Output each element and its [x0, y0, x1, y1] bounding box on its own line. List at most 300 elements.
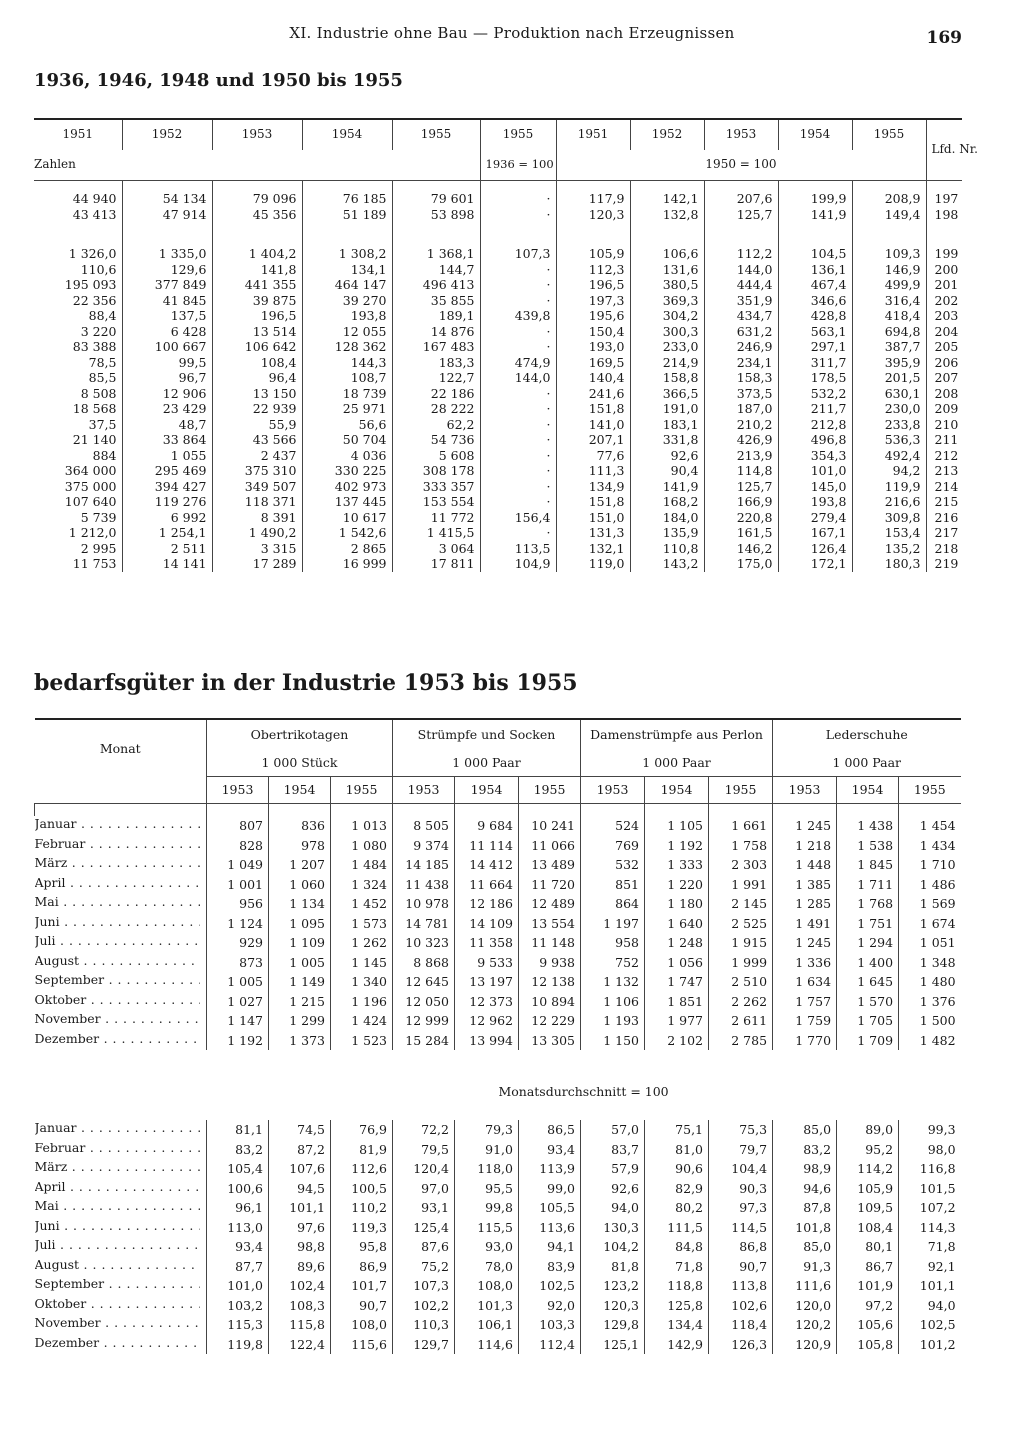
table-cell: 72,2 [393, 1120, 455, 1140]
lfd-nr-cell: 208 [926, 386, 962, 402]
table-cell: 1 324 [331, 875, 393, 895]
row-gap [35, 804, 961, 817]
table-cell: 135,9 [630, 525, 704, 541]
table-cell: 1 192 [207, 1031, 269, 1051]
table-cell: · [480, 479, 556, 495]
table-cell: 113,0 [207, 1218, 269, 1238]
table-cell: 18 568 [72, 401, 117, 416]
table-cell: · [480, 494, 556, 510]
table-cell: · [480, 386, 556, 402]
month-name: März . . . [35, 1159, 200, 1175]
table-cell: 82,9 [645, 1179, 709, 1199]
table-row [34, 262, 962, 278]
table-cell: 110,2 [331, 1198, 393, 1218]
page-number: 169 [926, 28, 962, 48]
table-cell: 1 573 [331, 914, 393, 934]
table-cell: 175,0 [704, 556, 778, 572]
table-cell: 197,3 [556, 293, 630, 309]
table-cell: 331,8 [630, 432, 704, 448]
year-row [35, 777, 961, 804]
table-cell: 103,3 [519, 1315, 581, 1335]
year-header: 1955 [331, 777, 393, 804]
table-cell: 230,0 [852, 401, 926, 417]
table-cell: 45 356 [212, 207, 302, 223]
table-cell: 1 051 [899, 933, 961, 953]
table-cell: 9 374 [393, 836, 455, 856]
col-header: 1953 [212, 119, 302, 150]
table-cell: 91,3 [773, 1257, 837, 1277]
table-cell: 94,0 [581, 1198, 645, 1218]
year-header: 1955 [899, 777, 961, 804]
table-cell: 167,1 [778, 525, 852, 541]
table-cell: 13 305 [519, 1031, 581, 1051]
table-cell: 1 759 [773, 1011, 837, 1031]
table-cell: 428,8 [778, 308, 852, 324]
table-cell: 1 109 [269, 933, 331, 953]
table-cell: 114,5 [709, 1218, 773, 1238]
table-cell: 1 645 [837, 972, 899, 992]
table-cell: 1 245 [773, 933, 837, 953]
month-name: Oktober . . . [35, 992, 200, 1008]
table-cell: 106 642 [212, 339, 302, 355]
table-row [35, 933, 961, 953]
table-cell: 114,3 [899, 1218, 961, 1238]
table-cell: 12 489 [519, 894, 581, 914]
table-cell: 12 373 [455, 992, 519, 1012]
table-cell: 87,6 [393, 1237, 455, 1257]
table-cell: 12 962 [455, 1011, 519, 1031]
table-cell: 119 276 [122, 494, 212, 510]
table-cell: 4 036 [302, 448, 392, 464]
table-cell: 101,1 [899, 1276, 961, 1296]
table-cell: 1 027 [207, 992, 269, 1012]
table-cell: 102,4 [269, 1276, 331, 1296]
table-cell: · [480, 401, 556, 417]
table-cell: 90,4 [630, 463, 704, 479]
table-cell: 105,6 [837, 1315, 899, 1335]
table1-year-header [34, 119, 962, 150]
table-cell: 79 096 [212, 191, 302, 207]
table-cell: 207,1 [556, 432, 630, 448]
month-label [35, 1011, 207, 1031]
table-cell: 76,9 [331, 1120, 393, 1140]
year-header: 1954 [269, 777, 331, 804]
table-cell: 304,2 [630, 308, 704, 324]
table-row [34, 556, 962, 572]
month-label [35, 1296, 207, 1316]
table-cell: 120,9 [773, 1335, 837, 1355]
table-cell: 132,1 [556, 541, 630, 557]
table-cell: 1 709 [837, 1031, 899, 1051]
table-cell: 441 355 [212, 277, 302, 293]
table-cell: 109,3 [852, 246, 926, 262]
table-row [34, 401, 962, 417]
lfd-nr-cell: 207 [926, 370, 962, 386]
table-cell: 33 864 [122, 432, 212, 448]
table-cell: 11 772 [392, 510, 480, 526]
table-cell: 111,3 [556, 463, 630, 479]
table-cell: 1 490,2 [212, 525, 302, 541]
lfd-nr-cell: 206 [926, 355, 962, 371]
table-cell: 125,1 [581, 1335, 645, 1355]
table-cell: 195 093 [64, 277, 117, 292]
table-cell: 107 640 [64, 494, 117, 509]
table-cell: 178,5 [778, 370, 852, 386]
table-cell: 93,4 [519, 1140, 581, 1160]
table-row [34, 432, 962, 448]
table-cell: 864 [581, 894, 645, 914]
table-cell: 2 995 [80, 540, 117, 556]
lfd-nr-cell: 197 [926, 191, 962, 207]
table-row [35, 875, 961, 895]
table-cell: 22 356 [72, 292, 117, 308]
table-row [35, 1296, 961, 1316]
table-cell: 125,7 [704, 479, 778, 495]
table-cell: 115,6 [331, 1335, 393, 1355]
table-cell: 114,8 [704, 463, 778, 479]
table-cell: 11 066 [519, 836, 581, 856]
table-cell: 144,0 [480, 370, 556, 386]
table-cell: 1 711 [837, 875, 899, 895]
table-cell: 1 060 [269, 875, 331, 895]
lfd-nr-cell: 199 [926, 246, 962, 262]
table-cell: · [480, 262, 556, 278]
table-cell: 395,9 [852, 355, 926, 371]
table-cell: 99,0 [519, 1179, 581, 1199]
table-cell: 1 308,2 [302, 246, 392, 262]
table-cell: 1 424 [331, 1011, 393, 1031]
table-cell: 85,0 [773, 1237, 837, 1257]
table-cell: 1 710 [899, 855, 961, 875]
table-cell: 125,4 [393, 1218, 455, 1238]
table-cell: 524 [581, 816, 645, 836]
month-label [35, 1276, 207, 1296]
table-cell: 1 486 [899, 875, 961, 895]
table-cell: 112,3 [556, 262, 630, 278]
table-cell: 114,6 [455, 1335, 519, 1355]
table-row [34, 207, 962, 223]
table-cell: 74,5 [269, 1120, 331, 1140]
table-cell: 37,5 [88, 416, 117, 432]
table-row [34, 308, 962, 324]
table-cell: 132,8 [630, 207, 704, 223]
table-cell: 1 124 [207, 914, 269, 934]
table-cell: 10 978 [393, 894, 455, 914]
month-name: August . . . [35, 1257, 200, 1273]
table-cell: 95,5 [455, 1179, 519, 1199]
table-cell: 107,3 [480, 246, 556, 262]
table-cell: 86,7 [837, 1257, 899, 1277]
table-cell: 119,0 [556, 556, 630, 572]
table-cell: 107,6 [269, 1159, 331, 1179]
table-cell: 1 538 [837, 836, 899, 856]
table-cell: 3 220 [80, 323, 117, 339]
table-cell: 300,3 [630, 324, 704, 340]
table-cell: 12 050 [393, 992, 455, 1012]
col-header: 1954 [302, 119, 392, 150]
table-cell: 11 720 [519, 875, 581, 895]
table-cell: 1 262 [331, 933, 393, 953]
table-cell: 129,8 [581, 1315, 645, 1335]
table-cell: 98,0 [899, 1140, 961, 1160]
table-cell: 75,2 [393, 1257, 455, 1277]
table-cell: 426,9 [704, 432, 778, 448]
table-cell: 2 865 [302, 541, 392, 557]
table-cell: 1 193 [581, 1011, 645, 1031]
col-header: 1951 [556, 119, 630, 150]
table-cell: 210,2 [704, 417, 778, 433]
table-cell: 316,4 [852, 293, 926, 309]
table-cell: 1 215 [269, 992, 331, 1012]
table-cell: 120,3 [556, 207, 630, 223]
table-cell: 118,0 [455, 1159, 519, 1179]
table-cell: 11 438 [393, 875, 455, 895]
table-row [35, 1237, 961, 1257]
table-cell: 184,0 [630, 510, 704, 526]
table-cell: 978 [269, 836, 331, 856]
table-cell: 150,4 [556, 324, 630, 340]
table-cell: 90,7 [709, 1257, 773, 1277]
table-cell: 1 150 [581, 1031, 645, 1051]
table-row [35, 953, 961, 973]
table-cell: 13 994 [455, 1031, 519, 1051]
table-cell: 125,8 [645, 1296, 709, 1316]
table-cell: 464 147 [302, 277, 392, 293]
month-name: Juni . . . [35, 914, 200, 930]
table-cell: 28 222 [392, 401, 480, 417]
table-cell: 117,9 [556, 191, 630, 207]
table-cell: 12 055 [302, 324, 392, 340]
table-cell: 233,0 [630, 339, 704, 355]
consumer-goods-table [34, 718, 961, 1354]
table-cell: 1 385 [773, 875, 837, 895]
table-cell: 118 371 [212, 494, 302, 510]
year-header: 1953 [207, 777, 269, 804]
table-cell: 349 507 [212, 479, 302, 495]
table-row [35, 972, 961, 992]
table-cell: 1 404,2 [212, 246, 302, 262]
table-cell: 196,5 [212, 308, 302, 324]
table-cell: 141,9 [630, 479, 704, 495]
table-cell: 81,9 [331, 1140, 393, 1160]
table-row [34, 246, 962, 262]
table-cell: 90,6 [645, 1159, 709, 1179]
table-cell: 102,5 [899, 1315, 961, 1335]
table-cell: 101,1 [269, 1198, 331, 1218]
row-gap [34, 222, 962, 246]
table-cell: 77,6 [556, 448, 630, 464]
table-cell: 536,3 [852, 432, 926, 448]
table-cell: 99,3 [899, 1120, 961, 1140]
table-cell: 13 554 [519, 914, 581, 934]
table-cell: 79,3 [455, 1120, 519, 1140]
table-cell: 153 554 [392, 494, 480, 510]
table-cell: 330 225 [302, 463, 392, 479]
table-cell: 137 445 [302, 494, 392, 510]
table-cell: 1 747 [645, 972, 709, 992]
table-cell: 1 915 [709, 933, 773, 953]
table-row [35, 1011, 961, 1031]
table-cell: 492,4 [852, 448, 926, 464]
table-cell: 3 064 [392, 541, 480, 557]
lfd-nr-cell: 200 [926, 262, 962, 278]
table-cell: 309,8 [852, 510, 926, 526]
table-cell: 11 664 [455, 875, 519, 895]
col-header: 1953 [704, 119, 778, 150]
table-cell: 39 270 [302, 293, 392, 309]
table-cell: 113,6 [519, 1218, 581, 1238]
month-header: Monat [35, 719, 207, 777]
table-cell: 2 102 [645, 1031, 709, 1051]
table-cell: 101,8 [773, 1218, 837, 1238]
table-cell: 153,4 [852, 525, 926, 541]
year-header: 1955 [709, 777, 773, 804]
table-row [35, 1218, 961, 1238]
table-cell: 183,1 [630, 417, 704, 433]
month-name: Juli . . . [35, 1237, 200, 1253]
table-cell: 105,9 [837, 1179, 899, 1199]
table-row [35, 914, 961, 934]
table-cell: 91,0 [455, 1140, 519, 1160]
table-cell: 10 894 [519, 992, 581, 1012]
table-cell: 1 149 [269, 972, 331, 992]
table-cell: · [480, 207, 556, 223]
unit-index-1950: 1950 = 100 [556, 150, 926, 181]
table-cell: 1 674 [899, 914, 961, 934]
table-cell: 1 180 [645, 894, 709, 914]
table-cell: 241,6 [556, 386, 630, 402]
year-header: 1954 [455, 777, 519, 804]
table-cell: 195,6 [556, 308, 630, 324]
group-name-row [35, 719, 961, 750]
table-cell: 9 684 [455, 816, 519, 836]
table-cell: 81,0 [645, 1140, 709, 1160]
month-name: März . . . [35, 855, 200, 871]
table-cell: 115,3 [207, 1315, 269, 1335]
table-cell: 807 [207, 816, 269, 836]
month-label [35, 1237, 207, 1257]
table-cell: · [480, 463, 556, 479]
table-cell: 1 569 [899, 894, 961, 914]
index-caption-row [35, 1050, 961, 1120]
table-cell: 23 429 [122, 401, 212, 417]
table-cell: 1 192 [645, 836, 709, 856]
year-header: 1955 [519, 777, 581, 804]
table-cell: 166,9 [704, 494, 778, 510]
table-cell: 87,2 [269, 1140, 331, 1160]
month-label [35, 1179, 207, 1199]
table-cell: 95,2 [837, 1140, 899, 1160]
table-cell: 2 511 [122, 541, 212, 557]
table-cell: 207,6 [704, 191, 778, 207]
col-header: 1952 [122, 119, 212, 150]
table-cell: 13 514 [212, 324, 302, 340]
table-cell: 956 [207, 894, 269, 914]
month-name: Mai . . . [35, 1198, 200, 1214]
month-label [35, 972, 207, 992]
table-cell: 106,6 [630, 246, 704, 262]
table-cell: 119,9 [852, 479, 926, 495]
table-cell: 1 080 [331, 836, 393, 856]
table-row [34, 355, 962, 371]
table-cell: 1 340 [331, 972, 393, 992]
table-cell: 109,5 [837, 1198, 899, 1218]
table1-body [34, 181, 962, 572]
table-cell: 102,2 [393, 1296, 455, 1316]
table-cell: 1 001 [207, 875, 269, 895]
table-cell: 12 999 [393, 1011, 455, 1031]
table-cell: 873 [207, 953, 269, 973]
table-cell: 116,8 [899, 1159, 961, 1179]
table-cell: 118,4 [709, 1315, 773, 1335]
table-cell: 108,4 [212, 355, 302, 371]
table-cell: 146,9 [852, 262, 926, 278]
table-cell: 1 294 [837, 933, 899, 953]
table-cell: 108,4 [837, 1218, 899, 1238]
table-cell: 96,4 [212, 370, 302, 386]
table-cell: 99,5 [122, 355, 212, 371]
table-cell: 156,4 [480, 510, 556, 526]
table-cell: 1 661 [709, 816, 773, 836]
table-cell: 496,8 [778, 432, 852, 448]
table-cell: 191,0 [630, 401, 704, 417]
table-cell: 57,9 [581, 1159, 645, 1179]
table-cell: 92,6 [581, 1179, 645, 1199]
table-row [34, 479, 962, 495]
table-cell: 94,0 [899, 1296, 961, 1316]
table-cell: 1 991 [709, 875, 773, 895]
month-name: November . . . [35, 1315, 200, 1331]
table-cell: 394 427 [122, 479, 212, 495]
table-cell: 2 510 [709, 972, 773, 992]
table-cell: 12 229 [519, 1011, 581, 1031]
table-cell: 1 454 [899, 816, 961, 836]
table-cell: 101,0 [778, 463, 852, 479]
table-cell: 10 617 [302, 510, 392, 526]
table-cell: 120,2 [773, 1315, 837, 1335]
col-header: 1951 [34, 119, 122, 150]
table-cell: 110,6 [80, 261, 117, 277]
table-cell: 201,5 [852, 370, 926, 386]
table-cell: 1 482 [899, 1031, 961, 1051]
table-cell: 87,7 [207, 1257, 269, 1277]
table-cell: 97,6 [269, 1218, 331, 1238]
table-cell: 172,1 [778, 556, 852, 572]
table-cell: · [480, 417, 556, 433]
month-name: Juni . . . [35, 1218, 200, 1234]
lfd-nr-cell: 213 [926, 463, 962, 479]
table-cell: 1 570 [837, 992, 899, 1012]
table-cell: 1 768 [837, 894, 899, 914]
table-cell: 43 413 [72, 206, 117, 222]
table-cell: 86,5 [519, 1120, 581, 1140]
table-cell: 134,4 [645, 1315, 709, 1335]
table-cell: 21 140 [72, 432, 117, 447]
table-cell: 56,6 [302, 417, 392, 433]
table-row [35, 1276, 961, 1296]
table-cell: 113,9 [519, 1159, 581, 1179]
table-cell: 85,0 [773, 1120, 837, 1140]
table-cell: 9 533 [455, 953, 519, 973]
table-row [35, 1159, 961, 1179]
table-cell: 158,3 [704, 370, 778, 386]
month-name: Dezember . . . [35, 1031, 200, 1047]
table-cell: 97,0 [393, 1179, 455, 1199]
table-cell: 1 333 [645, 855, 709, 875]
table-cell: 83,2 [207, 1140, 269, 1160]
table-cell: 189,1 [392, 308, 480, 324]
table-cell: 180,3 [852, 556, 926, 572]
